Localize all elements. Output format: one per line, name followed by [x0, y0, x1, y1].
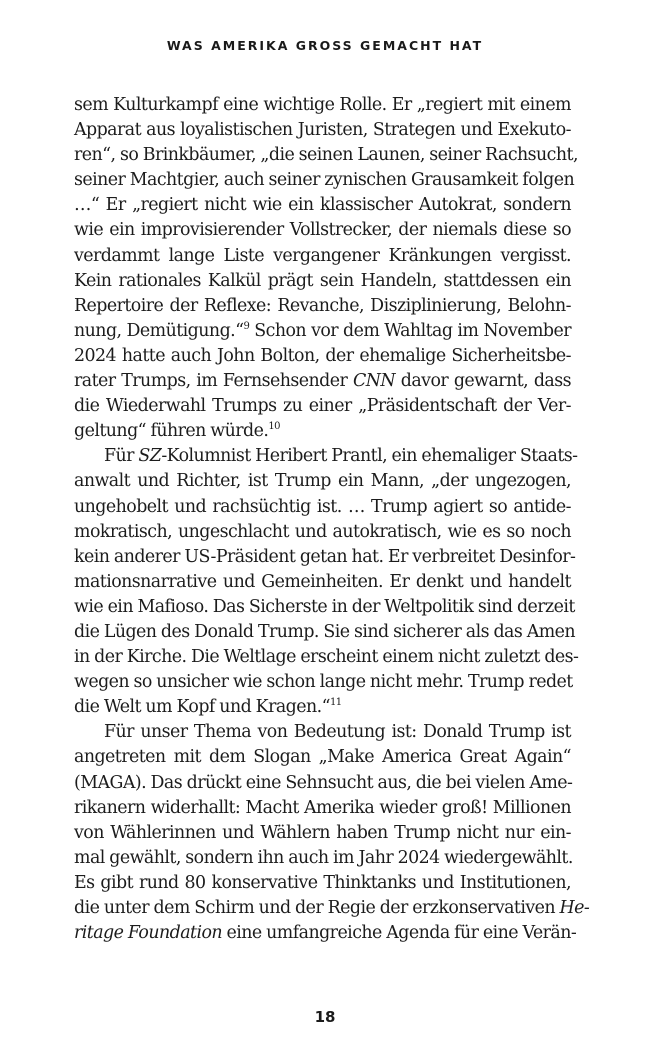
text-line: Es gibt rund 80 konservative Thinktanks und Institutionen, [74, 872, 571, 893]
footnote-ref: 11 [329, 697, 342, 709]
text-line: sem Kulturkampf eine wichtige Rolle. Er „regiert mit einem [74, 95, 571, 115]
page-number: 18 [314, 1008, 336, 1026]
italic-text: He- [559, 898, 590, 918]
text-line: Für SZ-Kolumnist Heribert Prantl, ein ehemaliger Staats- [104, 446, 578, 467]
text-line: die Welt um Kopf und Kragen.“$^{11}$ [74, 697, 342, 718]
text-line: (MAGA). Das drückt eine Sehnsucht aus, die bei vielen Ame- [74, 772, 573, 793]
text-line: ritage Foundation eine umfangreiche Agenda für eine Verän- [74, 923, 577, 944]
text-line: Apparat aus loyalistischen Juristen, Strategen und Exekuto- [74, 120, 571, 141]
italic-text: SZ [138, 446, 162, 467]
text-line: mationsnarrative und Gemeinheiten. Er denkt und handelt [74, 571, 571, 592]
text-line: seiner Machtgier, auch seiner zynischen Grausamkeit folgen [74, 170, 575, 191]
text-line: ungehobelt und rachsüchtig ist. … Trump agiert so antide- [74, 496, 571, 517]
footnote-ref: 10 [268, 421, 280, 433]
text-line: die Wiederwahl Trumps zu einer „Präsidentschaft der Ver- [74, 396, 571, 417]
text-line: rikanern widerhallt: Macht Amerika wieder groß! Millionen [74, 797, 571, 818]
text-line: geltung“ führen würde.$^{10}$ [74, 421, 280, 442]
text-line: verdammt lange Liste vergangener Kränkungen vergisst. [74, 245, 571, 266]
text-line: Kein rationales Kalkül prägt sein Handeln, stattdessen ein [74, 270, 571, 291]
italic-text: CNN [352, 371, 396, 392]
running-head: WAS AMERIKA GROSS GEMACHT HAT [166, 38, 484, 53]
text-line: Für unser Thema von Bedeutung ist: Donald Trump ist [104, 722, 571, 743]
text-line: 2024 hatte auch John Bolton, der ehemalige Sicherheitsbe- [74, 345, 571, 366]
text-line: Repertoire der Reflexe: Revanche, Disziplinierung, Belohn- [74, 295, 571, 316]
text-line: wie ein improvisierender Vollstrecker, der niemals diese so [74, 220, 571, 241]
text-line: ren“, so Brinkbäumer, „die seinen Launen, seiner Rachsucht, [74, 145, 578, 166]
body-text [74, 93, 590, 946]
text-line: anwalt und Richter, ist Trump ein Mann, „der ungezogen, [74, 471, 571, 492]
text-line: die unter dem Schirm und der Regie der erzkonservativen He- [74, 898, 590, 918]
footnote-ref: 9 [243, 321, 250, 333]
text-line: rater Trumps, im Fernsehsender CNN davor gewarnt, dass [74, 371, 571, 392]
text-line: …“ Er „regiert nicht wie ein klassischer Autokrat, sondern [74, 195, 571, 216]
text-line: in der Kirche. Die Weltlage erscheint einem nicht zuletzt des- [74, 647, 579, 668]
text-line: die Lügen des Donald Trump. Sie sind sicherer als das Amen [74, 621, 576, 642]
text-line: mal gewählt, sondern ihn auch im Jahr 2024 wiedergewählt. [74, 847, 573, 868]
text-line: mokratisch, ungeschlacht und autokratisch, wie es so noch [74, 521, 571, 542]
text-line: wie ein Mafioso. Das Sicherste in der Weltpolitik sind derzeit [74, 596, 575, 617]
text-line: wegen so unsicher wie schon lange nicht mehr. Trump redet [74, 672, 573, 693]
text-line: kein anderer US-Präsident getan hat. Er verbreitet Desinfor- [74, 546, 576, 567]
text-line: nung, Demütigung.“$^9$ Schon vor dem Wahltag im November [74, 320, 571, 341]
text-line: von Wählerinnen und Wählern haben Trump nicht nur ein- [74, 822, 571, 843]
italic-text: ritage Foundation [74, 923, 223, 944]
text-line: angetreten mit dem Slogan „Make America Great Again“ [74, 747, 571, 768]
